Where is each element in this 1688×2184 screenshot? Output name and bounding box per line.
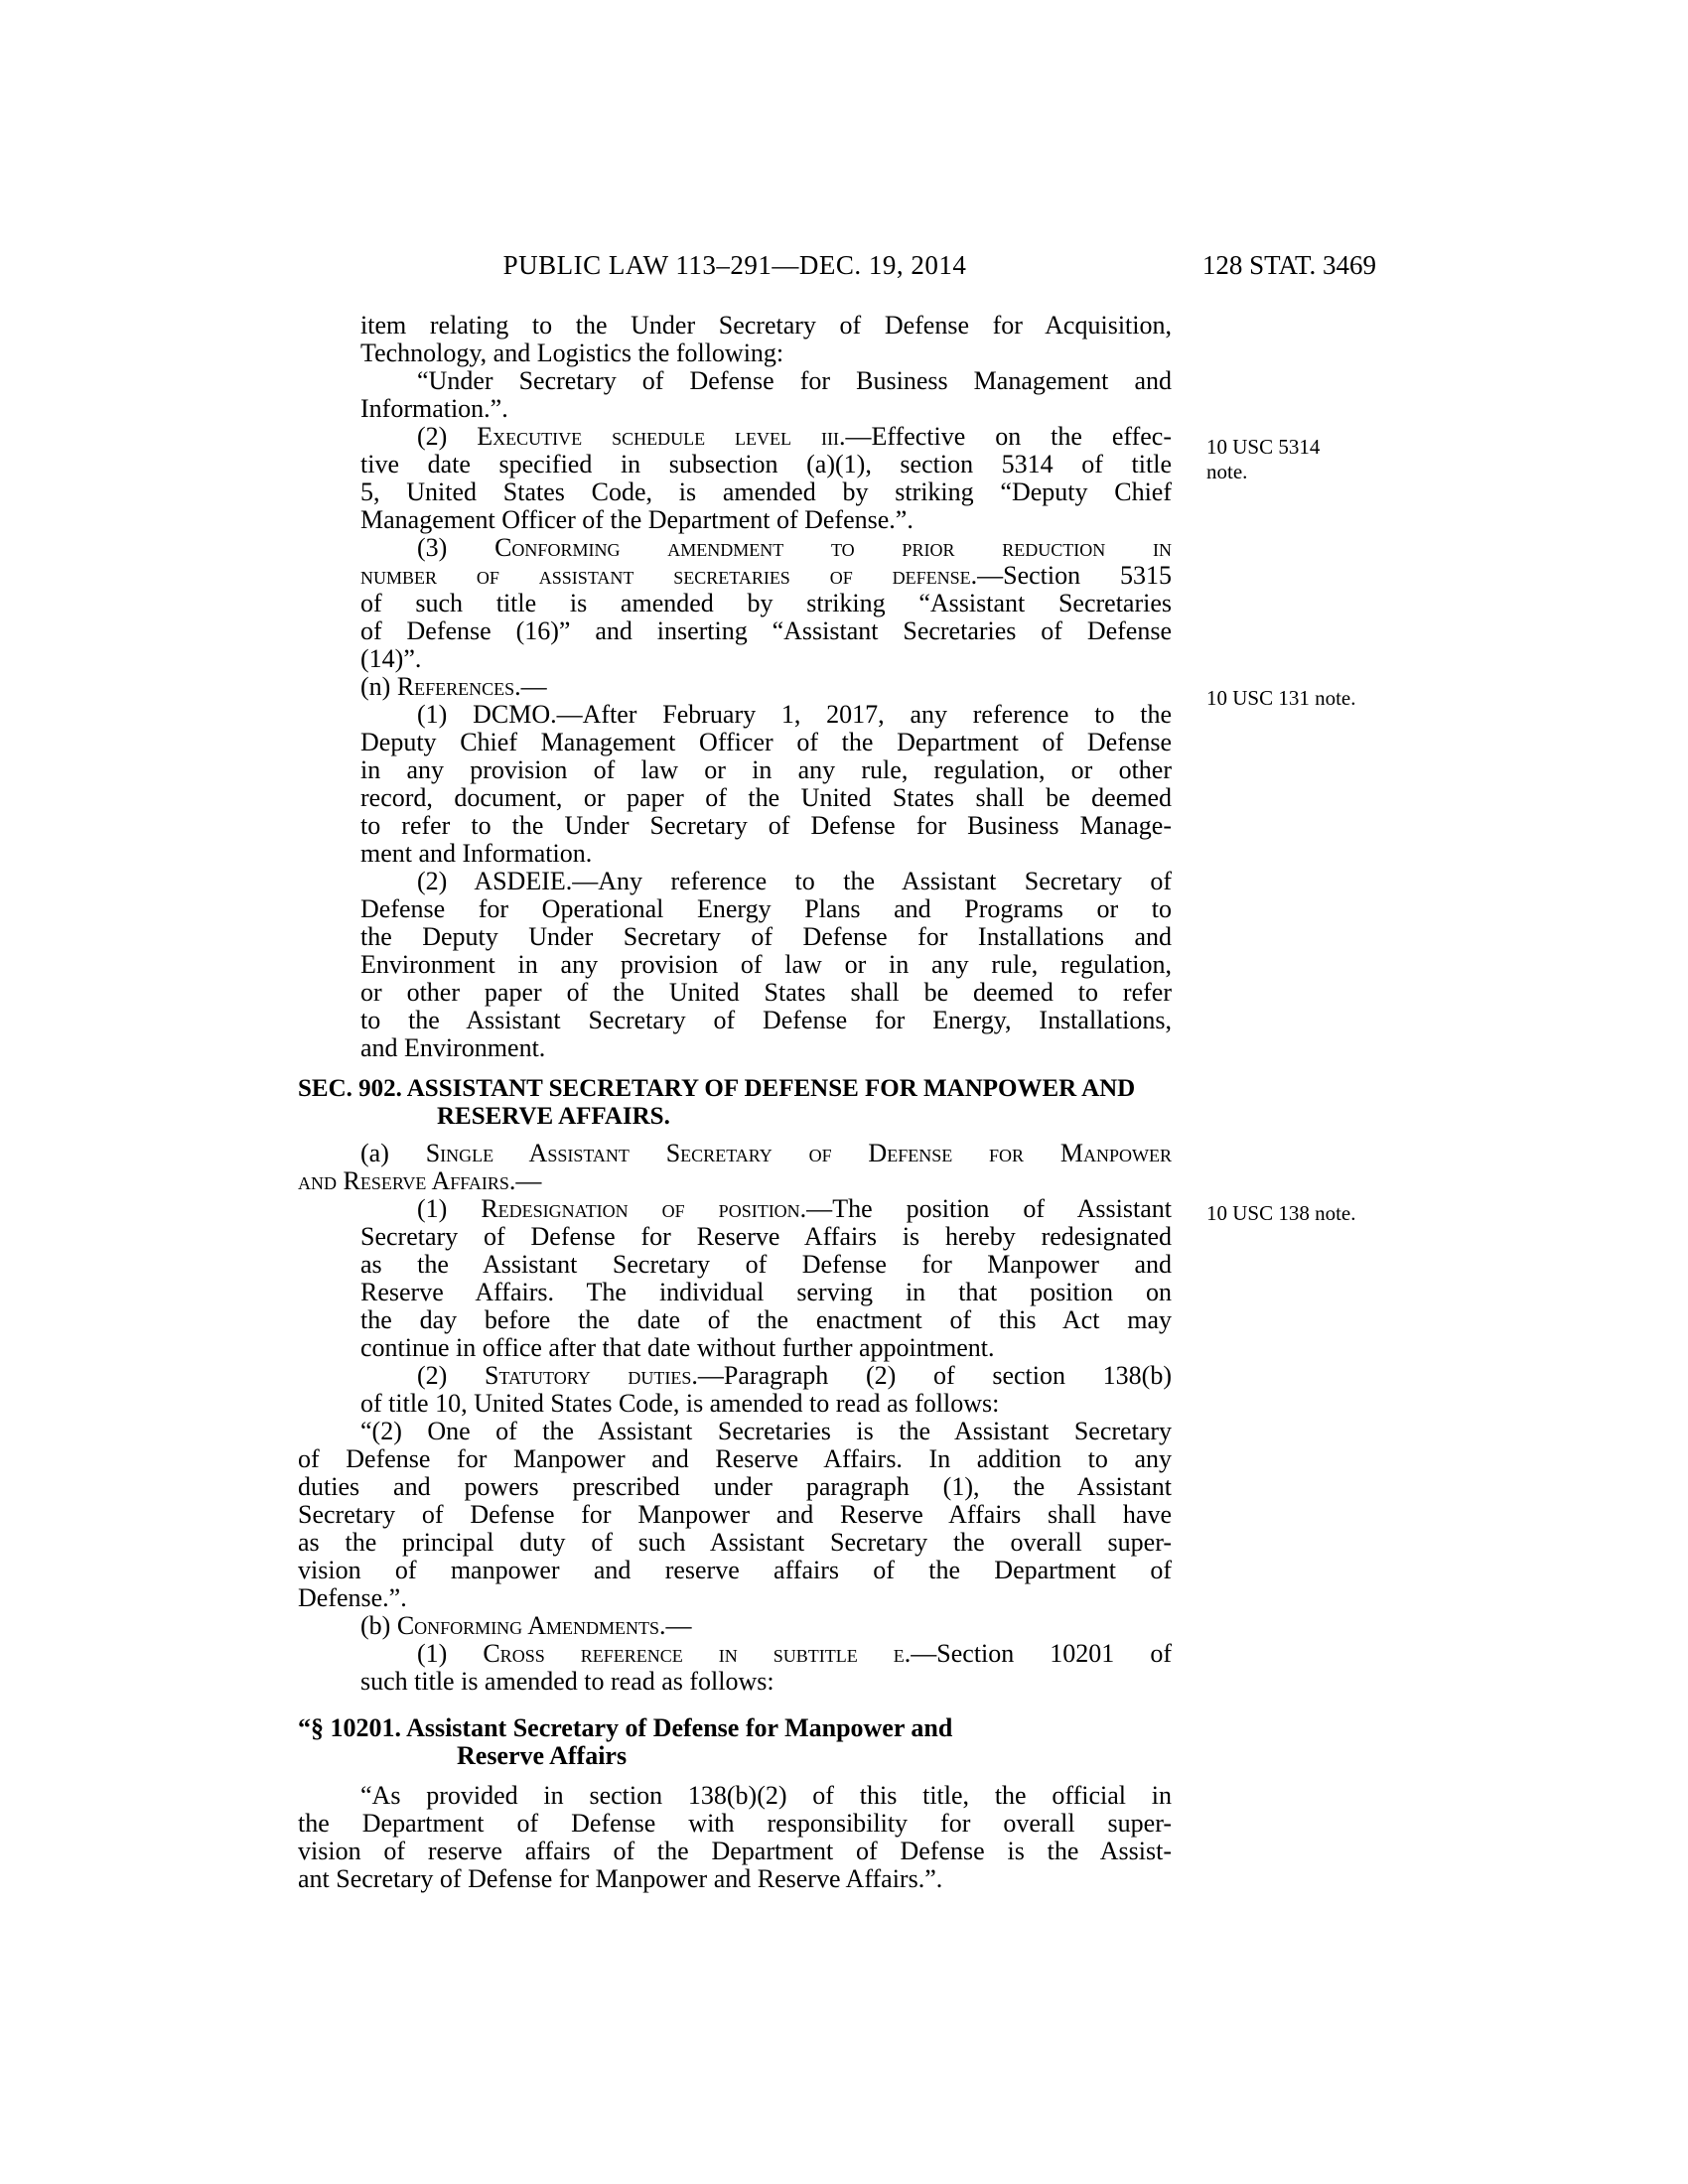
statute-body-text [298, 312, 1172, 1893]
text-line: in any provision of law or in any rule, regulation, or other [360, 755, 1172, 784]
text-line: RESERVE AFFAIRS. [437, 1103, 670, 1130]
text-line: Technology, and Logistics the following: [360, 339, 784, 367]
text-line: continue in office after that date without further appointment. [360, 1333, 995, 1362]
margin-note [1206, 435, 1383, 484]
text-line: Secretary of Defense for Manpower and Reserve Affairs shall have [298, 1500, 1172, 1529]
text-line: (a) Single Assistant Secretary of Defense for Manpower [360, 1139, 1173, 1167]
text-line: of such title is amended by striking “Assistant Secretaries [360, 589, 1172, 617]
text-line: such title is amended to read as follows: [360, 1667, 774, 1696]
para-statutory-duties [298, 1362, 1172, 1418]
text-line: the day before the date of the enactment of this Act may [360, 1305, 1172, 1334]
text-line: item relating to the Under Secretary of Defense for Acquisition, [360, 311, 1172, 340]
text-line: “Under Secretary of Defense for Business Management and [417, 366, 1172, 395]
para-quoted-10201-text [298, 1782, 1172, 1893]
text-line: duties and powers prescribed under paragraph (1), the Assistant [298, 1472, 1172, 1501]
text-line: (b) Conforming Amendments.— [360, 1611, 692, 1640]
text-line: (2) ASDEIE.—Any reference to the Assistant Secretary of [417, 867, 1172, 895]
margin-note-line: note. [1206, 460, 1248, 483]
text-line: Reserve Affairs. The individual serving in that position on [360, 1278, 1172, 1306]
para-executive-schedule-level-iii [298, 423, 1172, 534]
margin-note-line: 10 USC 5314 [1206, 435, 1321, 459]
text-line: (n) References.— [360, 672, 547, 701]
text-line: (2) Executive schedule level iii.—Effective on the effec- [417, 422, 1173, 451]
margin-note [1206, 686, 1383, 711]
text-line: (14)”. [360, 644, 422, 673]
text-line: (2) Statutory duties.—Paragraph (2) of section 138(b) [417, 1361, 1172, 1390]
para-cross-reference-subtitle-e [298, 1640, 1172, 1696]
page-header-stat-citation: 128 STAT. 3469 [1201, 250, 1376, 280]
text-line: 5, United States Code, is amended by striking “Deputy Chief [360, 478, 1172, 506]
text-line: to the Assistant Secretary of Defense for Energy, Installations, [360, 1006, 1172, 1034]
text-line: Deputy Chief Management Officer of the Department of Defense [360, 728, 1172, 756]
text-line: (3) Conforming amendment to prior reduction in [417, 533, 1172, 562]
text-line: of title 10, United States Code, is amended to read as follows: [360, 1389, 1000, 1418]
text-line: as the Assistant Secretary of Defense for Manpower and [360, 1250, 1172, 1279]
text-line: Defense.”. [298, 1583, 407, 1612]
para-asdeie [298, 868, 1172, 1062]
margin-note-line: 10 USC 131 note. [1206, 686, 1356, 710]
text-line: to refer to the Under Secretary of Defense for Business Manage- [360, 811, 1172, 840]
para-single-assistant-secretary [298, 1140, 1172, 1195]
text-line: tive date specified in subsection (a)(1), section 5314 of title [360, 450, 1172, 478]
text-line: ment and Information. [360, 839, 593, 868]
page-header-law-title: PUBLIC LAW 113–291—DEC. 19, 2014 [502, 250, 967, 280]
text-line: Management Officer of the Department of Defense.”. [360, 505, 914, 534]
text-line: the Department of Defense with responsibility for overall super- [298, 1809, 1172, 1838]
heading-sec-10201 [298, 1714, 1172, 1770]
para-quoted-138b2 [298, 1418, 1172, 1612]
text-line: ant Secretary of Defense for Manpower and Reserve Affairs.”. [298, 1864, 943, 1893]
para-conforming-amendments [298, 1612, 1172, 1640]
text-line: (1) Cross reference in subtitle e.—Section 10201 of [417, 1639, 1172, 1668]
text-line: Environment in any provision of law or in any rule, regulation, [360, 950, 1172, 979]
text-line: as the principal duty of such Assistant Secretary the overall super- [298, 1528, 1172, 1557]
margin-note-line: 10 USC 138 note. [1206, 1201, 1356, 1225]
text-line: Defense for Operational Energy Plans and Programs or to [360, 894, 1172, 923]
para-conforming-amendment-prior-reduction [298, 534, 1172, 673]
text-line: or other paper of the United States shall be deemed to refer [360, 978, 1172, 1007]
para-quoted-amendment-text [298, 367, 1172, 423]
text-line: (1) DCMO.—After February 1, 2017, any reference to the [417, 700, 1172, 729]
text-line: vision of reserve affairs of the Department of Defense is the Assist- [298, 1837, 1172, 1865]
text-line: and Reserve Affairs.— [298, 1166, 542, 1195]
para-amendment-continuation [298, 312, 1172, 367]
heading-sec-902 [298, 1075, 1172, 1131]
text-line: “As provided in section 138(b)(2) of this title, the official in [360, 1781, 1172, 1810]
text-line: of Defense (16)” and inserting “Assistant Secretaries of Defense [360, 616, 1172, 645]
text-line: and Environment. [360, 1033, 546, 1062]
text-line: the Deputy Under Secretary of Defense for Installations and [360, 922, 1172, 951]
text-line: Reserve Affairs [457, 1741, 628, 1770]
para-dcmo [298, 701, 1172, 868]
para-redesignation-of-position [298, 1195, 1172, 1362]
para-references [298, 673, 1172, 701]
text-line: (1) Redesignation of position.—The position of Assistant [417, 1194, 1172, 1223]
text-line: number of assistant secretaries of defense.—Section 5315 [360, 561, 1172, 590]
text-line: of Defense for Manpower and Reserve Affairs. In addition to any [298, 1444, 1172, 1473]
text-line: vision of manpower and reserve affairs of the Department of [298, 1556, 1172, 1584]
text-line: Secretary of Defense for Reserve Affairs is hereby redesignated [360, 1222, 1172, 1251]
margin-note [1206, 1201, 1383, 1226]
text-line: “§ 10201. Assistant Secretary of Defense for Manpower and [298, 1713, 953, 1742]
text-line: SEC. 902. ASSISTANT SECRETARY OF DEFENSE FOR MANPOWER AND [298, 1075, 1136, 1102]
text-line: record, document, or paper of the United States shall be deemed [360, 783, 1172, 812]
text-line: Information.”. [360, 394, 508, 423]
text-line: “(2) One of the Assistant Secretaries is the Assistant Secretary [360, 1417, 1172, 1445]
